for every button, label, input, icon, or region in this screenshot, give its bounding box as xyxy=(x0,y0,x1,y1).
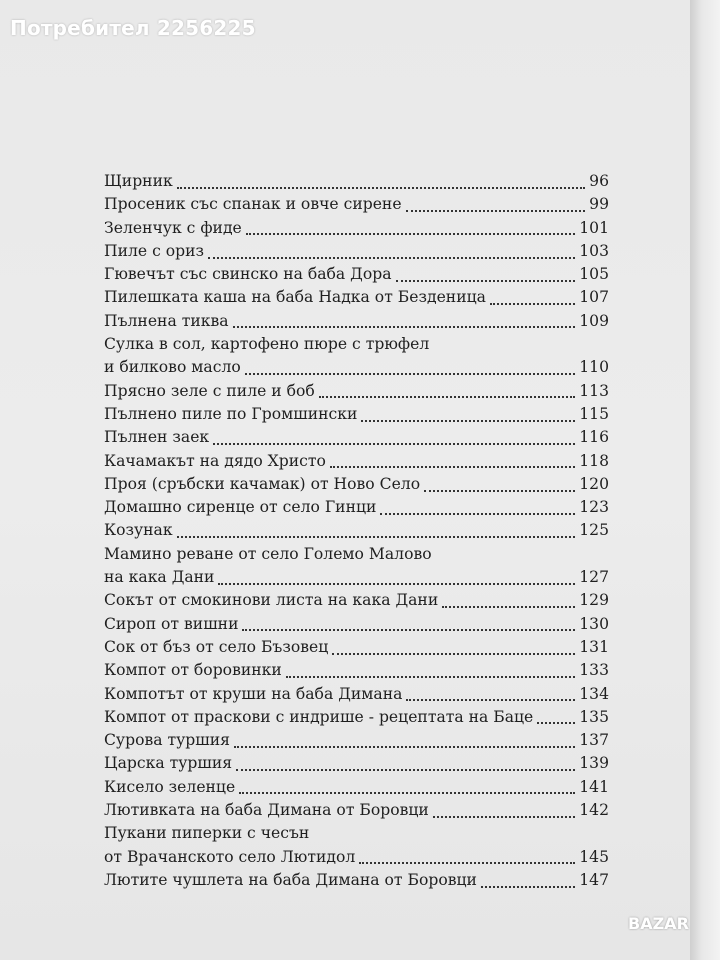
toc-entry-row xyxy=(104,613,609,636)
toc-entry-row xyxy=(104,846,609,869)
toc-entry-title: Лютите чушлета на баба Димана от Боровци xyxy=(104,870,477,889)
dot-leader xyxy=(361,420,575,422)
toc-page-number: 120 xyxy=(579,474,609,493)
dot-leader xyxy=(319,396,575,398)
toc-entry-title: Компот от праскови с индрише - рецептата на Баце xyxy=(104,707,534,726)
dot-leader xyxy=(481,886,575,888)
toc-entry xyxy=(104,286,609,309)
dot-leader xyxy=(396,280,576,282)
toc-entry-row xyxy=(104,356,609,379)
dot-leader xyxy=(359,862,575,864)
dot-leader xyxy=(330,466,575,468)
toc-entry-title: Проя (сръбски качамак) от Ново Село xyxy=(104,474,421,493)
toc-page-number: 115 xyxy=(579,404,609,423)
toc-page-number: 110 xyxy=(579,358,609,377)
toc-page-number: 99 xyxy=(589,195,609,214)
dot-leader xyxy=(286,676,575,678)
toc-page-number: 116 xyxy=(579,428,609,447)
toc-entry xyxy=(104,822,609,869)
dot-leader xyxy=(490,303,575,305)
toc-page-number: 127 xyxy=(579,568,609,587)
toc-entry-title: Пълнен заек xyxy=(104,428,210,447)
toc-page-number: 141 xyxy=(579,777,609,796)
dot-leader xyxy=(537,722,575,724)
toc-entry xyxy=(104,263,609,286)
toc-entry-row xyxy=(104,659,609,682)
toc-entry-row xyxy=(104,799,609,822)
toc-page-number: 118 xyxy=(579,451,609,470)
dot-leader xyxy=(233,326,576,328)
toc-entry-row xyxy=(104,729,609,752)
toc-entry xyxy=(104,776,609,799)
toc-page-number: 147 xyxy=(579,870,609,889)
toc-entry-row xyxy=(104,403,609,426)
table-of-contents xyxy=(104,170,609,892)
toc-entry-title: Пълнено пиле по Громшински xyxy=(104,404,358,423)
toc-entry-row xyxy=(104,752,609,775)
toc-entry-row xyxy=(104,170,609,193)
dot-leader xyxy=(213,443,575,445)
toc-entry-title: Царска туршия xyxy=(104,754,233,773)
toc-entry-row xyxy=(104,473,609,496)
dot-leader xyxy=(208,257,575,259)
dot-leader xyxy=(442,606,575,608)
toc-entry-title: от Врачанското село Лютидол xyxy=(104,847,356,866)
dot-leader xyxy=(234,746,575,748)
toc-entry-title: Гювечът със свинско на баба Дора xyxy=(104,265,392,284)
toc-entry xyxy=(104,613,609,636)
toc-entry-row xyxy=(104,263,609,286)
dot-leader xyxy=(236,769,575,771)
bazar-logo: BAZAR xyxy=(628,914,689,933)
toc-page-number: 103 xyxy=(579,241,609,260)
toc-entry-title-line: Мамино реване от село Големо Малово xyxy=(104,544,432,563)
toc-entry xyxy=(104,729,609,752)
toc-page-number: 96 xyxy=(589,172,609,190)
toc-entry xyxy=(104,752,609,775)
toc-entry-title: Компотът от круши на баба Димана xyxy=(104,684,403,703)
toc-entry-row xyxy=(104,217,609,240)
toc-entry-title-line: Сулка в сол, картофено пюре с трюфел xyxy=(104,335,430,354)
toc-entry-title: Зеленчук с фиде xyxy=(104,218,242,237)
toc-entry xyxy=(104,706,609,729)
toc-entry-title: Кисело зеленце xyxy=(104,777,236,796)
toc-entry-row xyxy=(104,286,609,309)
toc-entry xyxy=(104,170,609,193)
toc-entry-title: Козунак xyxy=(104,521,173,540)
toc-entry-row xyxy=(104,240,609,263)
toc-entry-row xyxy=(104,776,609,799)
toc-page-number: 135 xyxy=(579,707,609,726)
dot-leader xyxy=(406,699,575,701)
dot-leader xyxy=(218,583,575,585)
toc-entry-row xyxy=(104,426,609,449)
toc-page-number: 107 xyxy=(579,288,609,307)
dot-leader xyxy=(242,629,575,631)
toc-page-number: 131 xyxy=(579,637,609,656)
toc-page-number: 145 xyxy=(579,847,609,866)
toc-entry-title: Лютивката на баба Димана от Боровци xyxy=(104,801,429,820)
toc-entry xyxy=(104,683,609,706)
toc-entry xyxy=(104,380,609,403)
toc-entry-row xyxy=(104,496,609,519)
toc-page-number: 125 xyxy=(579,521,609,540)
dot-leader xyxy=(433,816,575,818)
toc-entry xyxy=(104,310,609,333)
toc-page-number: 105 xyxy=(579,265,609,284)
dot-leader xyxy=(245,373,575,375)
toc-entry-row xyxy=(104,519,609,542)
toc-entry-row xyxy=(104,450,609,473)
toc-entry-title: Сок от бъз от село Бъзовец xyxy=(104,637,329,656)
toc-entry-title: Пълнена тиква xyxy=(104,311,229,330)
toc-entry xyxy=(104,496,609,519)
toc-page-number: 139 xyxy=(579,754,609,773)
toc-page-number: 123 xyxy=(579,498,609,517)
toc-entry-row xyxy=(104,683,609,706)
toc-page-number: 113 xyxy=(579,381,609,400)
toc-entry-title: и билково масло xyxy=(104,358,241,377)
toc-entry-title: Сокът от смокинови листа на кака Дани xyxy=(104,591,439,610)
toc-entry-title: Просеник със спанак и овче сирене xyxy=(104,195,402,214)
dot-leader xyxy=(424,490,575,492)
toc-entry xyxy=(104,403,609,426)
user-watermark: Потребител 2256225 xyxy=(10,16,256,40)
toc-entry xyxy=(104,426,609,449)
toc-page-number: 129 xyxy=(579,591,609,610)
toc-entry-title: Прясно зеле с пиле и боб xyxy=(104,381,315,400)
toc-page-number: 142 xyxy=(579,801,609,820)
toc-entry xyxy=(104,240,609,263)
dot-leader xyxy=(177,187,585,189)
dot-leader xyxy=(246,233,575,235)
toc-entry-row xyxy=(104,636,609,659)
toc-entry xyxy=(104,799,609,822)
dot-leader xyxy=(239,792,575,794)
toc-page-number: 134 xyxy=(579,684,609,703)
toc-entry-title: Домашно сиренце от село Гинци xyxy=(104,498,377,517)
dot-leader xyxy=(332,653,575,655)
toc-entry-row xyxy=(104,566,609,589)
toc-entry xyxy=(104,333,609,380)
toc-entry-row xyxy=(104,589,609,612)
toc-entry xyxy=(104,543,609,590)
toc-entry xyxy=(104,869,609,892)
toc-entry-title: Качамакът на дядо Христо xyxy=(104,451,326,470)
toc-entry xyxy=(104,589,609,612)
toc-entry xyxy=(104,636,609,659)
toc-entry xyxy=(104,473,609,496)
dot-leader xyxy=(177,536,576,538)
toc-page-number: 130 xyxy=(579,614,609,633)
toc-entry-row xyxy=(104,310,609,333)
toc-entry xyxy=(104,193,609,216)
toc-entry-row xyxy=(104,193,609,216)
toc-entry-title: Компот от боровинки xyxy=(104,661,282,680)
toc-entry-title: Пиле с ориз xyxy=(104,241,205,260)
toc-entry-title-line: Пукани пиперки с чесън xyxy=(104,824,310,843)
toc-page-number: 133 xyxy=(579,661,609,680)
dot-leader xyxy=(380,513,575,515)
toc-entry xyxy=(104,519,609,542)
toc-entry-row xyxy=(104,706,609,729)
toc-page-number: 109 xyxy=(579,311,609,330)
toc-entry-title: Щирник xyxy=(104,172,173,190)
toc-page-number: 137 xyxy=(579,731,609,750)
toc-entry-title: Пилешката каша на баба Надка от Безденица xyxy=(104,288,486,307)
toc-entry-row xyxy=(104,380,609,403)
toc-entry-title: на кака Дани xyxy=(104,568,215,587)
toc-entry xyxy=(104,659,609,682)
dot-leader xyxy=(406,210,586,212)
page-edge xyxy=(690,0,720,960)
toc-entry xyxy=(104,450,609,473)
toc-entry-row xyxy=(104,869,609,892)
toc-page-number: 101 xyxy=(579,218,609,237)
toc-entry-title: Сурова туршия xyxy=(104,731,231,750)
toc-entry xyxy=(104,217,609,240)
toc-entry-title: Сироп от вишни xyxy=(104,614,239,633)
